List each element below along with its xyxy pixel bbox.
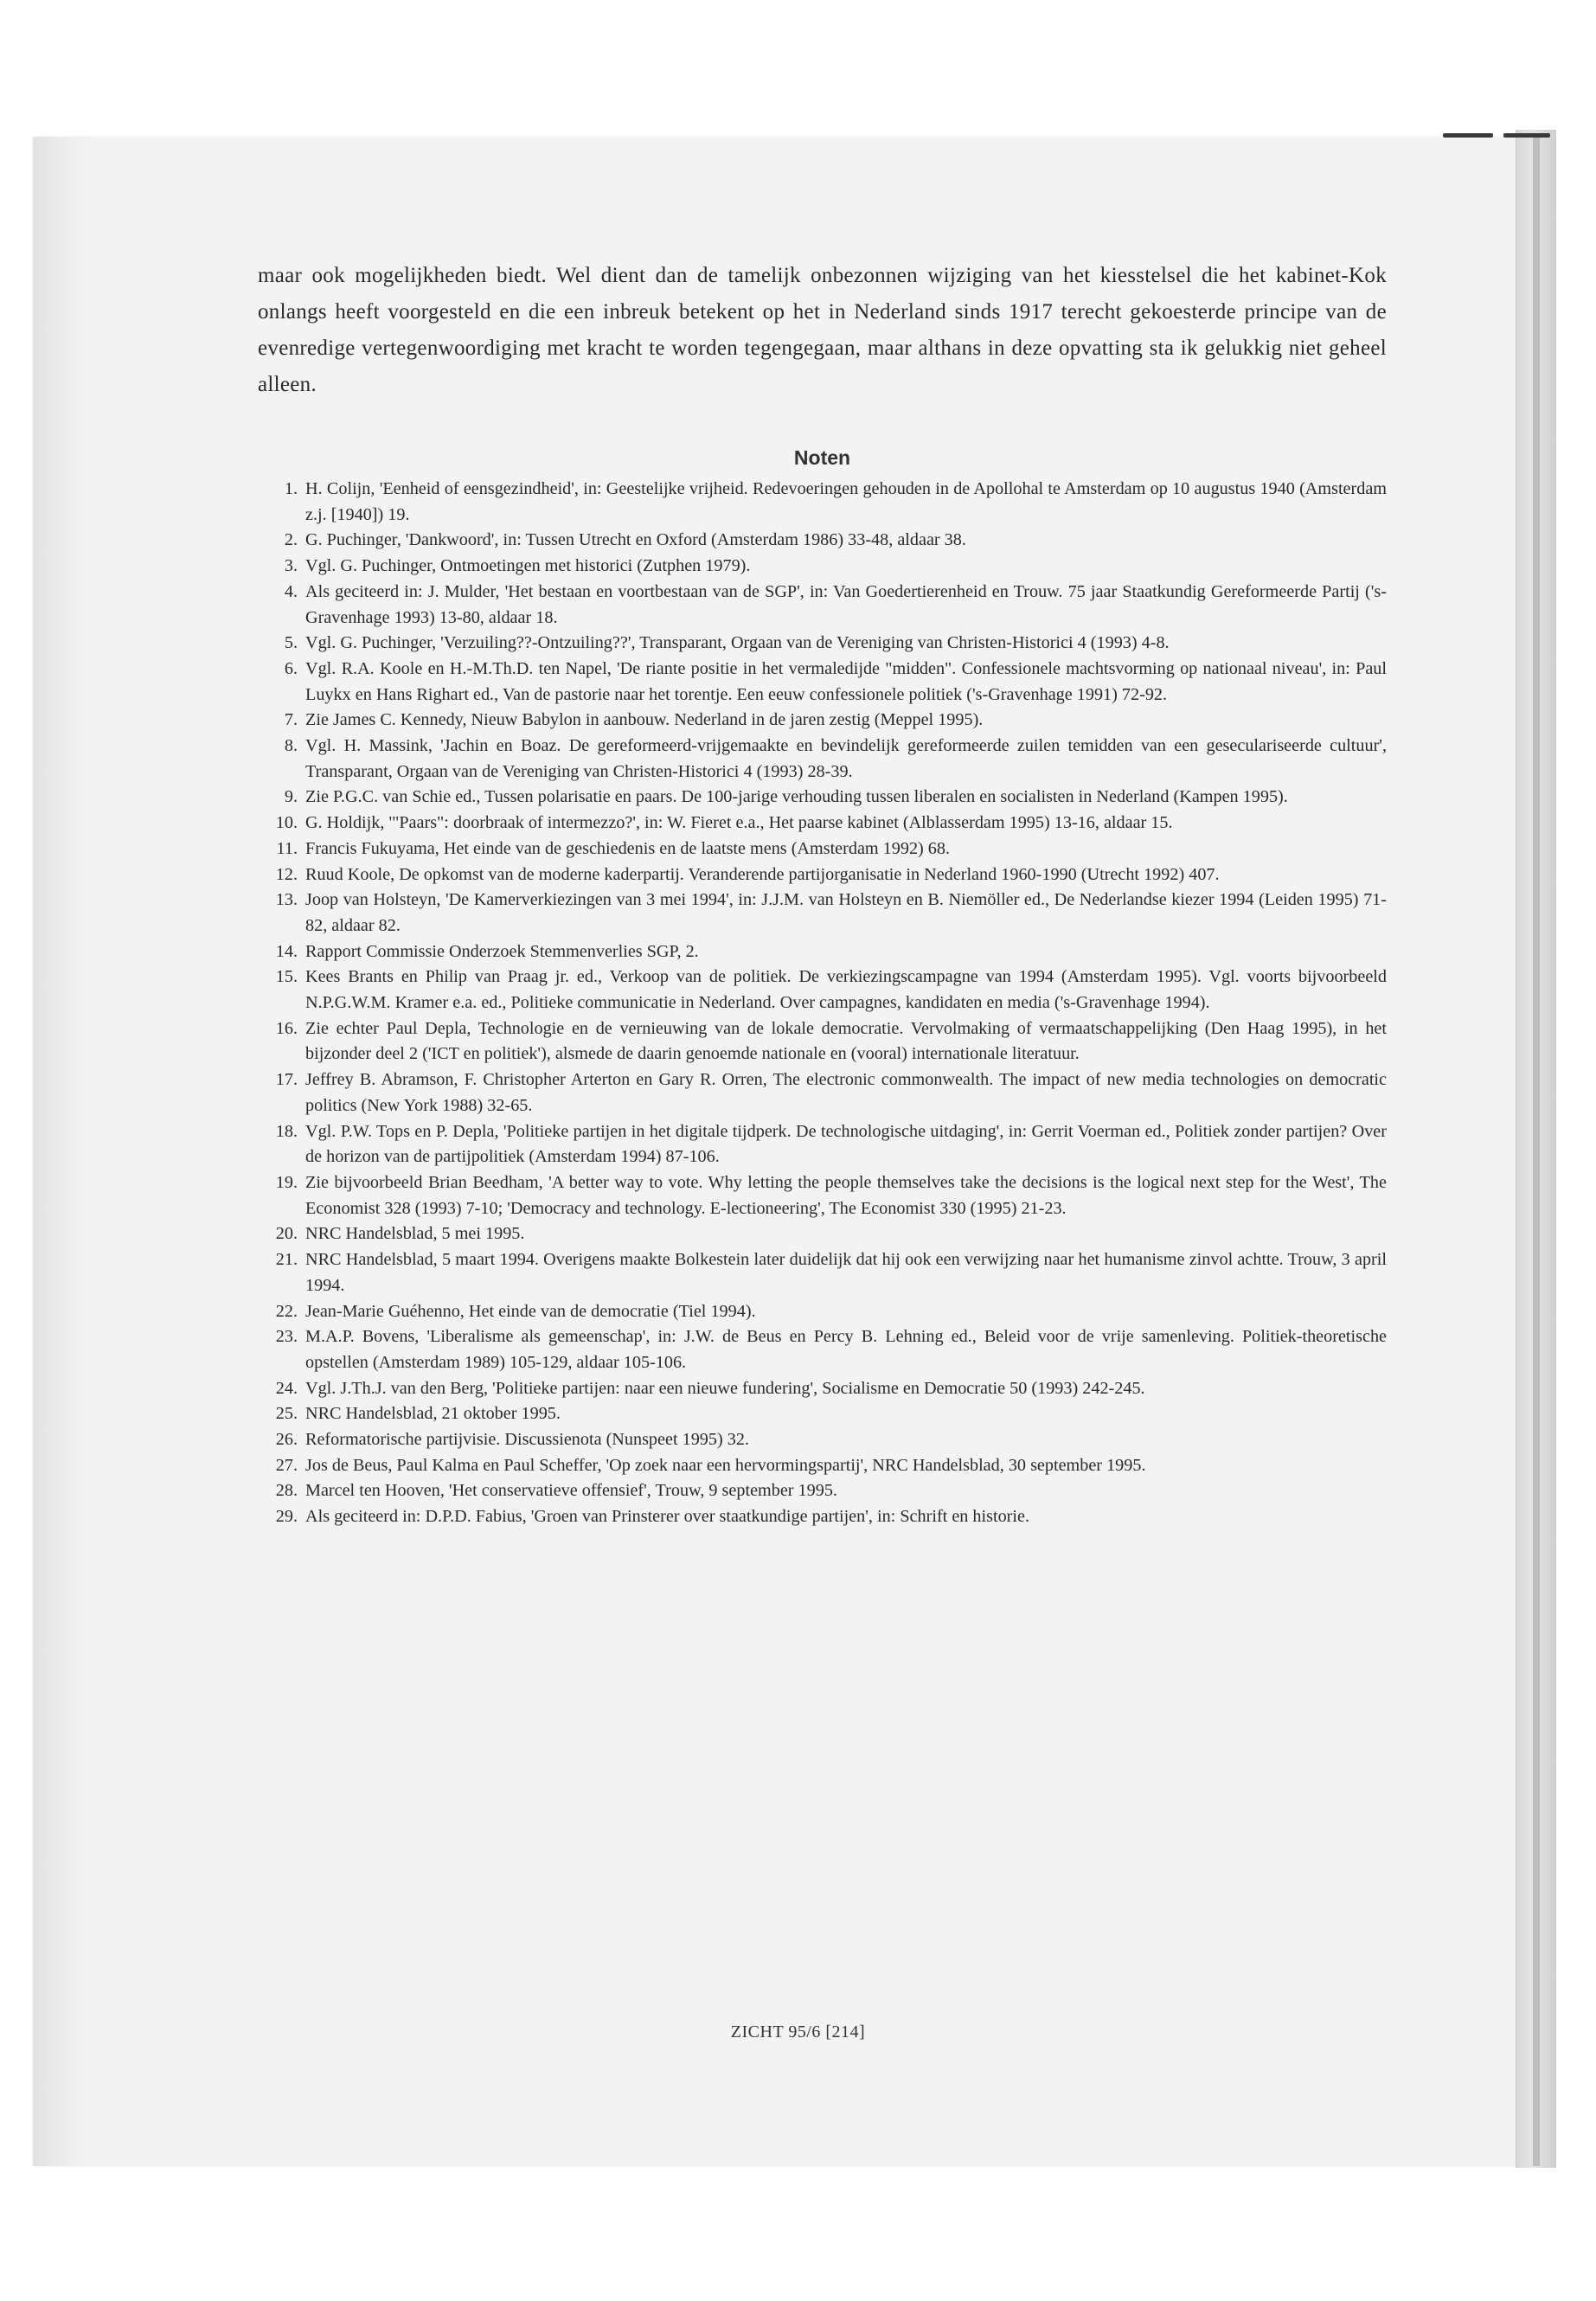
note-number: 8. (284, 736, 298, 756)
note-number: 22. (275, 1301, 298, 1321)
note-number: 13. (275, 890, 298, 910)
note-item (258, 1221, 1387, 1247)
note-item (258, 1478, 1387, 1504)
note-number: 28. (275, 1481, 298, 1501)
note-item (258, 965, 1387, 1016)
note-item (258, 708, 1387, 734)
note-text: Jean-Marie Guéhenno, Het einde van de democratie (Tiel 1994). (305, 1301, 756, 1321)
note-text: Ruud Koole, De opkomst van de moderne kaderpartij. Veranderende partijorganisatie in Nederland 1960-1990 (Utrecht 1992) 407. (305, 864, 1220, 884)
note-item (258, 1401, 1387, 1427)
note-item (258, 734, 1387, 785)
note-text: Kees Brants en Philip van Praag jr. ed., Verkoop van de politiek. De verkiezingscampagne van 1994 (Amsterdam 1995). Vgl. voorts bijvoorbeeld N.P.G.W.M. Kramer e.a. ed., Politieke communicatie in Nederland. Over campagnes, kandidaten en media ('s-Gravenhage 1994). (305, 967, 1387, 1013)
note-text: M.A.P. Bovens, 'Liberalisme als gemeenschap', in: J.W. de Beus en Percy B. Lehning ed., Beleid voor de vrije samenleving. Politiek-theoretische opstellen (Amsterdam 1989) 105-129, aldaar 105-106. (305, 1327, 1387, 1372)
note-number: 5. (284, 633, 298, 653)
note-number: 4. (284, 581, 298, 601)
note-text: NRC Handelsblad, 5 maart 1994. Overigens maakte Bolkestein later duidelijk dat hij ook een verwijzing naar het humanisme zinvol achtte. Trouw, 3 april 1994. (305, 1250, 1387, 1295)
note-number: 20. (275, 1224, 298, 1244)
note-number: 26. (275, 1430, 298, 1450)
note-number: 21. (275, 1250, 298, 1270)
note-item (258, 1504, 1387, 1530)
note-item (258, 477, 1387, 528)
note-item (258, 1247, 1387, 1298)
note-item (258, 1324, 1387, 1375)
note-text: Zie James C. Kennedy, Nieuw Babylon in aanbouw. Nederland in de jaren zestig (Meppel 1995). (305, 710, 984, 730)
note-item (258, 939, 1387, 965)
note-number: 18. (275, 1121, 298, 1141)
note-text: Joop van Holsteyn, 'De Kamerverkiezingen van 3 mei 1994', in: J.J.M. van Holsteyn en B. Niemöller ed., De Nederlandse kiezer 1994 (Leiden 1995) 71-82, aldaar 82. (305, 890, 1387, 935)
intro-paragraph: maar ook mogelijkheden biedt. Wel dient dan de tamelijk onbezonnen wijziging van het kiesstelsel die het kabinet-Kok onlangs heeft voorgesteld en die een inbreuk betekent op het in Nederland sinds 1917 terecht gekoesterde principe van de evenredige vertegenwoordiging met kracht te worden tegengegaan, maar althans in deze opvatting sta ik gelukkig niet geheel alleen. (258, 264, 1387, 396)
note-item (258, 657, 1387, 708)
page-left-shadow (33, 137, 95, 2166)
main-content (258, 258, 1387, 1530)
note-text: NRC Handelsblad, 21 oktober 1995. (305, 1404, 561, 1424)
binding-strip (1533, 137, 1540, 2166)
note-item (258, 580, 1387, 631)
note-item (258, 554, 1387, 580)
note-text: Vgl. G. Puchinger, Ontmoetingen met historici (Zutphen 1979). (305, 556, 751, 576)
note-item (258, 631, 1387, 657)
page-footer: ZICHT 95/6 [214] (730, 2022, 866, 2041)
note-item (258, 1119, 1387, 1170)
note-text: Zie bijvoorbeeld Brian Beedham, 'A better way to vote. Why letting the people themselves take the decisions is the logical next step for the West', The Economist 328 (1993) 7-10; 'Democracy and technology. E-lectioneering', The Economist 330 (1995) 21-23. (305, 1172, 1387, 1218)
note-text: Vgl. R.A. Koole en H.-M.Th.D. ten Napel, 'De riante positie in het vermaledijde "midden". Confessionele machtsvorming op nationaal niveau', in: Paul Luykx en Hans Righart ed., Van de pastorie naar het torentje. Een eeuw confessionele politiek ('s-Gravenhage 1991) 72-92. (305, 658, 1387, 704)
note-item (258, 1453, 1387, 1479)
note-text: Zie echter Paul Depla, Technologie en de vernieuwing van de lokale democratie. Vervolmaking of vermaatschappelijking (Den Haag 1995), in het bijzonder deel 2 ('ICT en politiek'), alsmede de daarin genoemde nationale en (vooral) internationale literatuur. (305, 1018, 1387, 1064)
note-item (258, 888, 1387, 939)
note-number: 25. (275, 1404, 298, 1424)
note-number: 11. (276, 838, 298, 858)
note-number: 6. (284, 658, 298, 678)
note-item (258, 1067, 1387, 1118)
note-item (258, 528, 1387, 554)
note-item (258, 836, 1387, 862)
note-text: Marcel ten Hooven, 'Het conservatieve offensief', Trouw, 9 september 1995. (305, 1481, 837, 1501)
note-number: 14. (275, 941, 298, 961)
note-text: Vgl. H. Massink, 'Jachin en Boaz. De gereformeerd-vrijgemaakte en bevindelijk gereformeerde zuilen temidden van een geseculariseerde cultuur', Transparant, Orgaan van de Vereniging van Christen-Historici 4 (1993) 28-39. (305, 736, 1387, 781)
note-item (258, 811, 1387, 836)
note-text: H. Colijn, 'Eenheid of eensgezindheid', in: Geestelijke vrijheid. Redevoeringen gehouden in de Apollohal te Amsterdam op 10 augustus 1940 (Amsterdam z.j. [1940]) 19. (305, 479, 1387, 524)
notes-list (258, 477, 1387, 1530)
note-text: Jos de Beus, Paul Kalma en Paul Scheffer, 'Op zoek naar een hervormingspartij', NRC Handelsblad, 30 september 1995. (305, 1455, 1146, 1475)
note-number: 24. (275, 1378, 298, 1398)
note-text: G. Holdijk, '"Paars": doorbraak of intermezzo?', in: W. Fieret e.a., Het paarse kabinet (Alblasserdam 1995) 13-16, aldaar 15. (305, 813, 1173, 833)
binder-clip-mark (1443, 130, 1550, 142)
note-text: Reformatorische partijvisie. Discussienota (Nunspeet 1995) 32. (305, 1430, 749, 1450)
note-text: Jeffrey B. Abramson, F. Christopher Arterton en Gary R. Orren, The electronic commonwealth. The impact of new media technologies on democratic politics (New York 1988) 32-65. (305, 1070, 1387, 1115)
note-number: 19. (275, 1172, 298, 1192)
note-text: Rapport Commissie Onderzoek Stemmenverlies SGP, 2. (305, 941, 699, 961)
note-number: 9. (284, 787, 298, 807)
note-text: G. Puchinger, 'Dankwoord', in: Tussen Utrecht en Oxford (Amsterdam 1986) 33-48, aldaar 38. (305, 530, 966, 550)
note-item (258, 1016, 1387, 1067)
note-text: Vgl. P.W. Tops en P. Depla, 'Politieke partijen in het digitale tijdperk. De technologische uitdaging', in: Gerrit Voerman ed., Politiek zonder partijen? Over de horizon van de partijpolitiek (Amsterdam 1994) 87-106. (305, 1121, 1387, 1167)
note-number: 15. (275, 967, 298, 987)
note-number: 2. (284, 530, 298, 550)
note-text: NRC Handelsblad, 5 mei 1995. (305, 1224, 525, 1244)
note-text: Als geciteerd in: D.P.D. Fabius, 'Groen van Prinsterer over staatkundige partijen', in: Schrift en historie. (305, 1507, 1030, 1527)
note-number: 16. (275, 1018, 298, 1038)
note-text: Francis Fukuyama, Het einde van de geschiedenis en de laatste mens (Amsterdam 1992) 68. (305, 838, 951, 858)
note-text: Vgl. G. Puchinger, 'Verzuiling??-Ontzuiling??', Transparant, Orgaan van de Vereniging van Christen-Historici 4 (1993) 4-8. (305, 633, 1170, 653)
note-number: 12. (275, 864, 298, 884)
note-number: 1. (284, 479, 298, 498)
note-item (258, 1170, 1387, 1221)
note-item (258, 1427, 1387, 1453)
note-item (258, 1376, 1387, 1402)
note-text: Zie P.G.C. van Schie ed., Tussen polarisatie en paars. De 100-jarige verhouding tussen liberalen en socialisten in Nederland (Kampen 1995). (305, 787, 1288, 807)
note-number: 3. (284, 556, 298, 576)
note-item (258, 785, 1387, 811)
note-number: 7. (284, 710, 298, 730)
note-text: Vgl. J.Th.J. van den Berg, 'Politieke partijen: naar een nieuwe fundering', Socialisme en Democratie 50 (1993) 242-245. (305, 1378, 1145, 1398)
note-number: 10. (275, 813, 298, 833)
note-text: Als geciteerd in: J. Mulder, 'Het bestaan en voortbestaan van de SGP', in: Van Goedertierenheid en Trouw. 75 jaar Staatkundig Gereformeerde Partij ('s-Gravenhage 1993) 13-80, aldaar 18. (305, 581, 1387, 627)
note-number: 27. (275, 1455, 298, 1475)
note-item (258, 862, 1387, 888)
notes-heading: Noten (793, 446, 851, 469)
note-number: 17. (275, 1070, 298, 1090)
note-number: 29. (275, 1507, 298, 1527)
note-number: 23. (275, 1327, 298, 1347)
note-item (258, 1299, 1387, 1325)
